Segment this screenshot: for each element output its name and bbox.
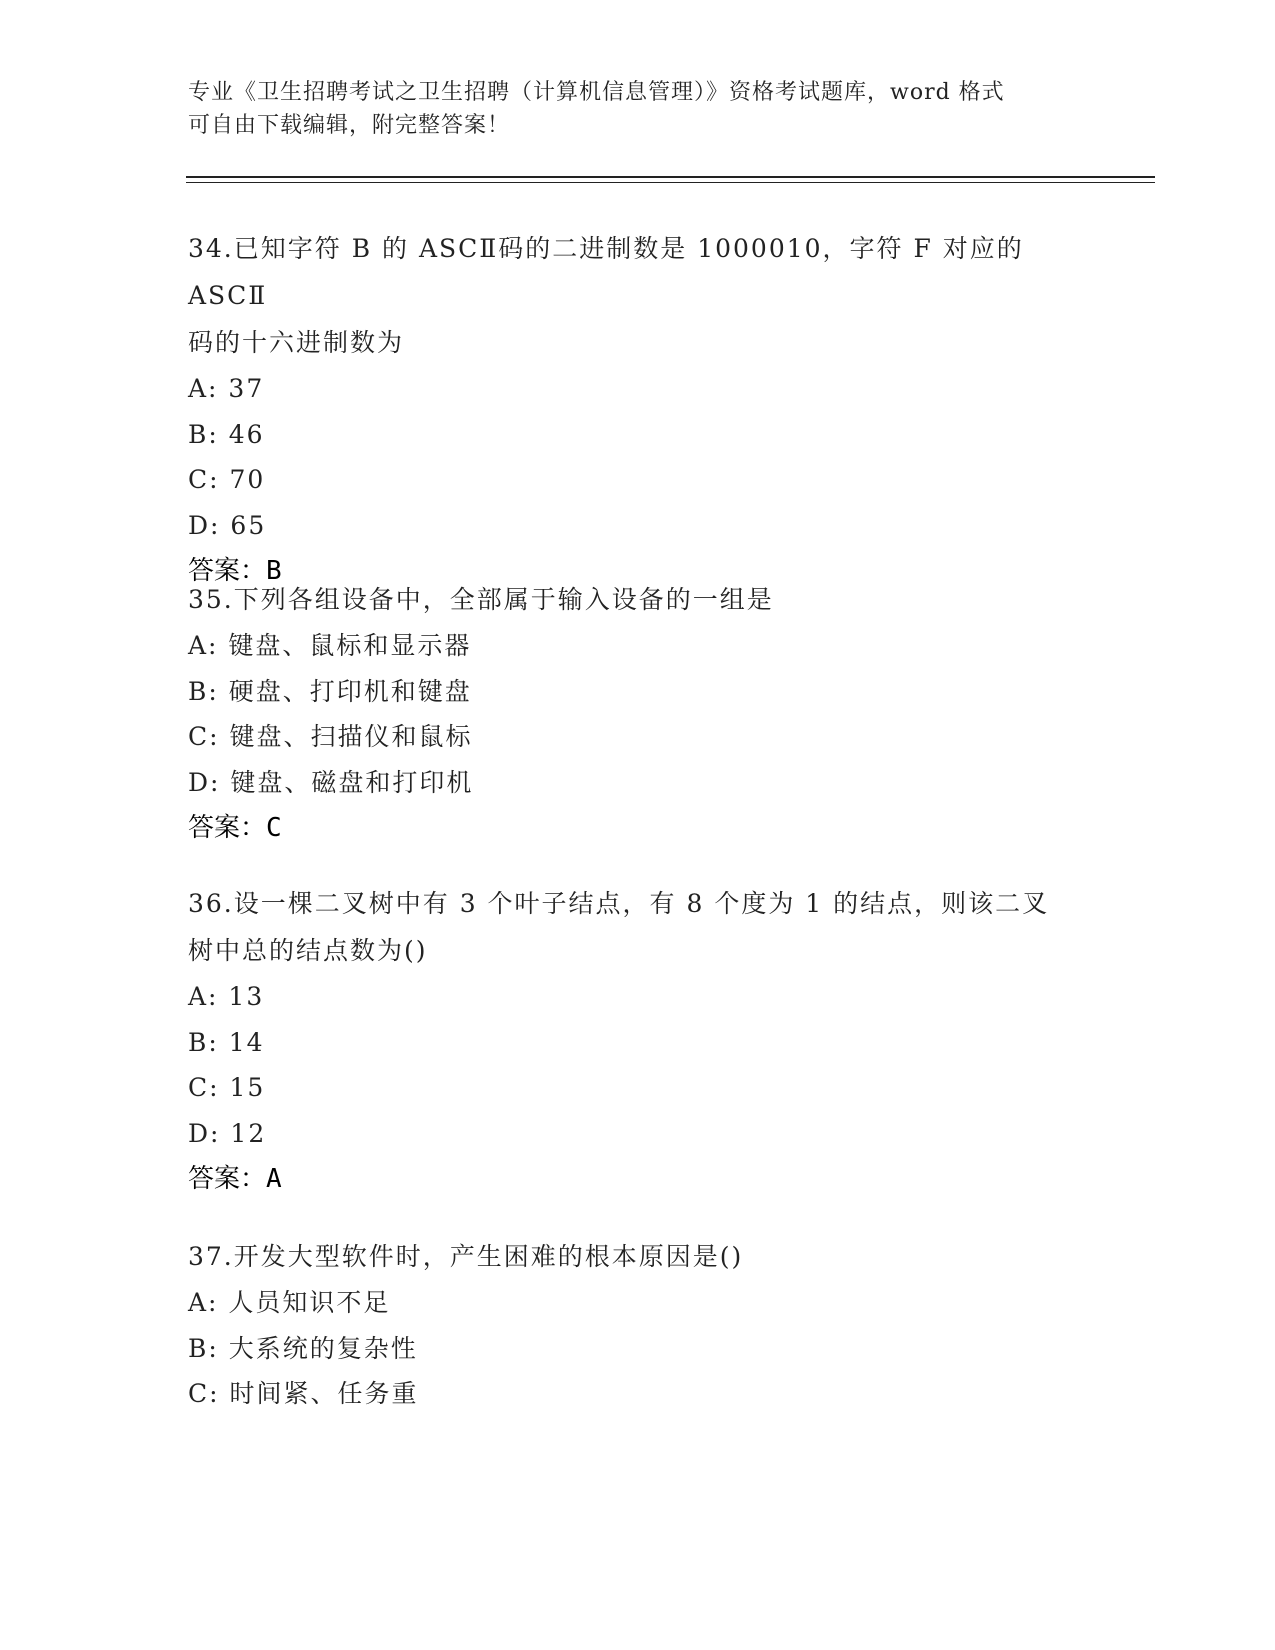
answer-label: 答案： (188, 813, 267, 843)
option-b: B: 46 (188, 419, 265, 449)
option-b: B: 大系统的复杂性 (188, 1333, 418, 1363)
question-stem-line-1: 34.已知字符 B 的 ASCⅡ码的二进制数是 1000010，字符 F 对应的 ASCⅡ (188, 234, 1024, 310)
question-stem-line-1: 35.下列各组设备中，全部属于输入设备的一组是 (188, 585, 774, 614)
option-b: B: 14 (188, 1027, 265, 1057)
option-a: A: 13 (188, 982, 265, 1011)
answer-value: B (266, 556, 282, 586)
option-c: C: 时间紧、任务重 (188, 1379, 419, 1408)
option-a: A: 人员知识不足 (188, 1288, 391, 1317)
question-36 (188, 880, 1088, 1202)
question-35 (188, 576, 1088, 851)
answer-label: 答案： (188, 1164, 267, 1194)
header-line-1: 专业《卫生招聘考试之卫生招聘（计算机信息管理）》资格考试题库，word 格式 (188, 80, 1005, 105)
question-stem-line-2: 码的十六进制数为 (188, 328, 405, 357)
answer (188, 1156, 1088, 1202)
option-c: C: 15 (188, 1073, 266, 1102)
option-d: D: 65 (188, 510, 267, 540)
answer (188, 805, 1088, 851)
answer-label: 答案： (188, 556, 267, 586)
header-line-2: 可自由下载编辑，附完整答案！ (188, 113, 511, 138)
option-a: A: 键盘、鼠标和显示器 (188, 631, 472, 660)
question-stem-line-1: 37.开发大型软件时，产生困难的根本原因是() (188, 1242, 744, 1271)
document-header (188, 76, 1088, 142)
option-d: D: 键盘、磁盘和打印机 (188, 767, 474, 797)
option-c: C: 键盘、扫描仪和鼠标 (188, 722, 473, 751)
question-37 (188, 1233, 1088, 1417)
option-c: C: 70 (188, 465, 266, 494)
answer-value: A (266, 1164, 282, 1194)
option-d: D: 12 (188, 1118, 267, 1148)
option-b: B: 硬盘、打印机和键盘 (188, 676, 472, 706)
question-stem-line-1: 36.设一棵二叉树中有 3 个叶子结点，有 8 个度为 1 的结点，则该二叉 (188, 889, 1050, 918)
question-34 (188, 225, 1088, 594)
question-stem-line-2: 树中总的结点数为() (188, 936, 428, 965)
option-a: A: 37 (188, 374, 265, 403)
header-divider-thin (186, 182, 1155, 183)
header-divider-thick (186, 176, 1155, 178)
answer-value: C (266, 813, 282, 843)
